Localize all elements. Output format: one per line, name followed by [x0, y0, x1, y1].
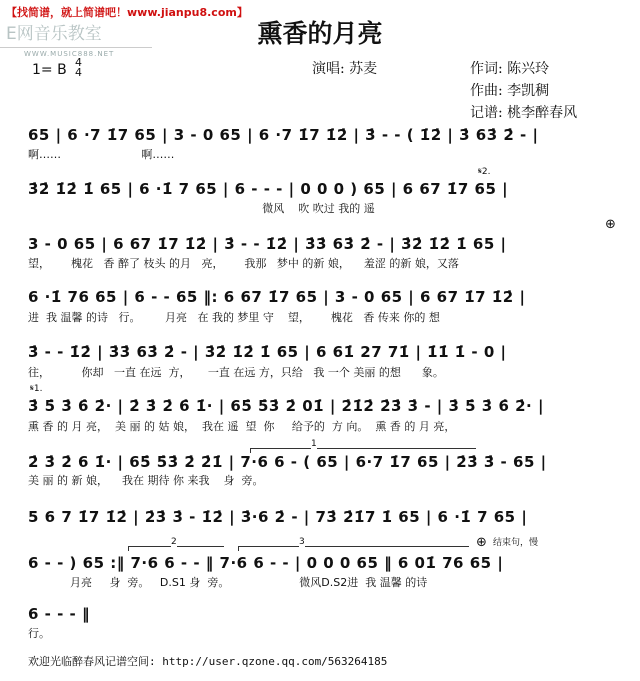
lyrics-line-9: 月亮 身 旁。 D.S1 身 旁。 微风D.S2进 我 温馨 的诗	[28, 576, 428, 589]
coda-mark-2: ⊕	[476, 535, 487, 550]
site-banner[interactable]: 【找简谱，就上简谱吧！www.jianpu8.com】	[6, 6, 248, 19]
volta-3-bracket	[238, 537, 469, 551]
notation-line-2: 3̇2̇ 1̇2̇ 1̇ 65 | 6 ·1̇ 7 65 | 6 - - - | 0 0 0 ) 65 | 6 67 1̇7 65 |	[28, 180, 509, 198]
footer-link[interactable]: 欢迎光临醉春风记谱空间: http://user.qzone.qq.com/563264185	[28, 655, 388, 668]
notation-line-8: 5 6 7 1̇7 1̇2̇ | 2̇3̇ 3̇ - 1̇2̇ | 3̇·6 2̇ - | 73̇ 2̇1̇7 1̇ 65 | 6 ·1̇ 7 65 |	[28, 508, 528, 526]
transcriber: 记谱: 桃李醉春风	[470, 105, 578, 121]
volta-2-bracket	[128, 537, 224, 551]
notation-line-1: 65 | 6 ·7 1̇7 65 | 3 - 0 65 | 6 ·7 1̇7 1̇2̇ | 3̇ - - ( 1̇2̇ | 3̇ 63̇ 2̇ - |	[28, 126, 539, 144]
notation-line-7: 2̇ 3̇ 2̇ 6 1̇· | 65̇ 5̇3̇ 2̇ 2̇1̇ | 7·6 6 - ( 65 | 6·7 1̇7 65 | 2̇3̇ 3̇ - 65 |	[28, 453, 547, 471]
time-bottom: 4	[75, 66, 82, 79]
notation-line-10: 6 - - - ‖	[28, 605, 91, 623]
notation-line-4: 6 ·1̇ 76 65 | 6 - - 65 ‖: 6 67 1̇7 65 | 3 - 0 65 | 6 67 1̇7 1̇2̇ |	[28, 288, 526, 306]
singer: 演唱: 苏麦	[312, 61, 378, 77]
segno-2-mark: 𝄋2.	[478, 167, 491, 177]
notation-line-5: 3̇ - - 1̇2̇ | 3̇3̇ 63̇ 2̇ - | 3̇2̇ 1̇2̇ 1̇ 65 | 6 61̇ 27 71̇ | 1̇1̇ 1̇ - 0 |	[28, 343, 507, 361]
segno-1-mark: 𝄋1.	[30, 384, 43, 394]
lyrics-line-4: 进 我 温馨 的诗 行。 月亮 在 我的 梦里 守 望， 槐花 香 传来 你的 想	[28, 311, 440, 324]
volta-1-bracket	[250, 439, 476, 453]
volta-1-label: 1	[311, 439, 317, 449]
watermark-logo: E网音乐教室	[6, 24, 102, 44]
volta-3-label: 3	[299, 537, 305, 547]
ending-note: 结束句，慢	[493, 538, 539, 548]
lyrics-line-7: 美 丽 的 新 娘， 我在 期待 你 来我 身 旁。	[28, 474, 264, 487]
song-title: 熏香的月亮	[257, 19, 383, 48]
time-signature	[75, 58, 82, 78]
notation-line-6: 3̇ 5̇ 3̇ 6̇ 2̇· | 2̇ 3̇ 2̇ 6̇ 1̇· | 65̇ 5̇3̇ 2̇ 01̇ | 2̇1̇2̇ 2̇3̇ 3̇ - | 3̇ 5̇ 3̇ 6̇ 2̇· |	[28, 397, 544, 415]
lyrics-line-10: 行。	[28, 627, 50, 640]
lyrics-line-6: 熏 香 的 月 亮， 美 丽 的 姑 娘， 我在 遥 望 你 给予的 方 向。 熏 香 的 月 亮，	[28, 420, 456, 433]
watermark-url: WWW.MUSIC888.NET	[24, 50, 115, 58]
notation-line-9: 6 - - ) 65 :‖ 7·6 6 - - ‖ 7·6 6 - - | 0 0 0 65 ‖ 6 01̇ 76 65 |	[28, 554, 504, 572]
time-top: 4	[75, 56, 82, 69]
lyrics-line-2: 微风 吹 吹过 我的 遥	[28, 202, 375, 215]
composer: 作曲: 李凯稠	[470, 83, 550, 99]
notation-line-3: 3 - 0 65 | 6 67 1̇7 1̇2̇ | 3̇ - - 1̇2̇ | 3̇3̇ 63̇ 2̇ - | 3̇2̇ 1̇2̇ 1̇ 65 |	[28, 235, 507, 253]
lyricist: 作词: 陈兴玲	[470, 61, 550, 77]
lyrics-line-5: 往， 你却 一直 在远 方， 一直 在远 方，只给 我 一个 美丽 的想 象。	[28, 366, 444, 379]
lyrics-line-3: 望， 槐花 香 醉了 枝头 的月 亮， 我那 梦中 的新 娘， 羞涩 的新 娘，又落	[28, 257, 459, 270]
key-signature: 1= B	[32, 62, 67, 78]
volta-2-label: 2	[171, 537, 177, 547]
coda-mark: ⊕	[605, 217, 616, 232]
lyrics-line-1: 啊…… 啊……	[28, 148, 175, 161]
